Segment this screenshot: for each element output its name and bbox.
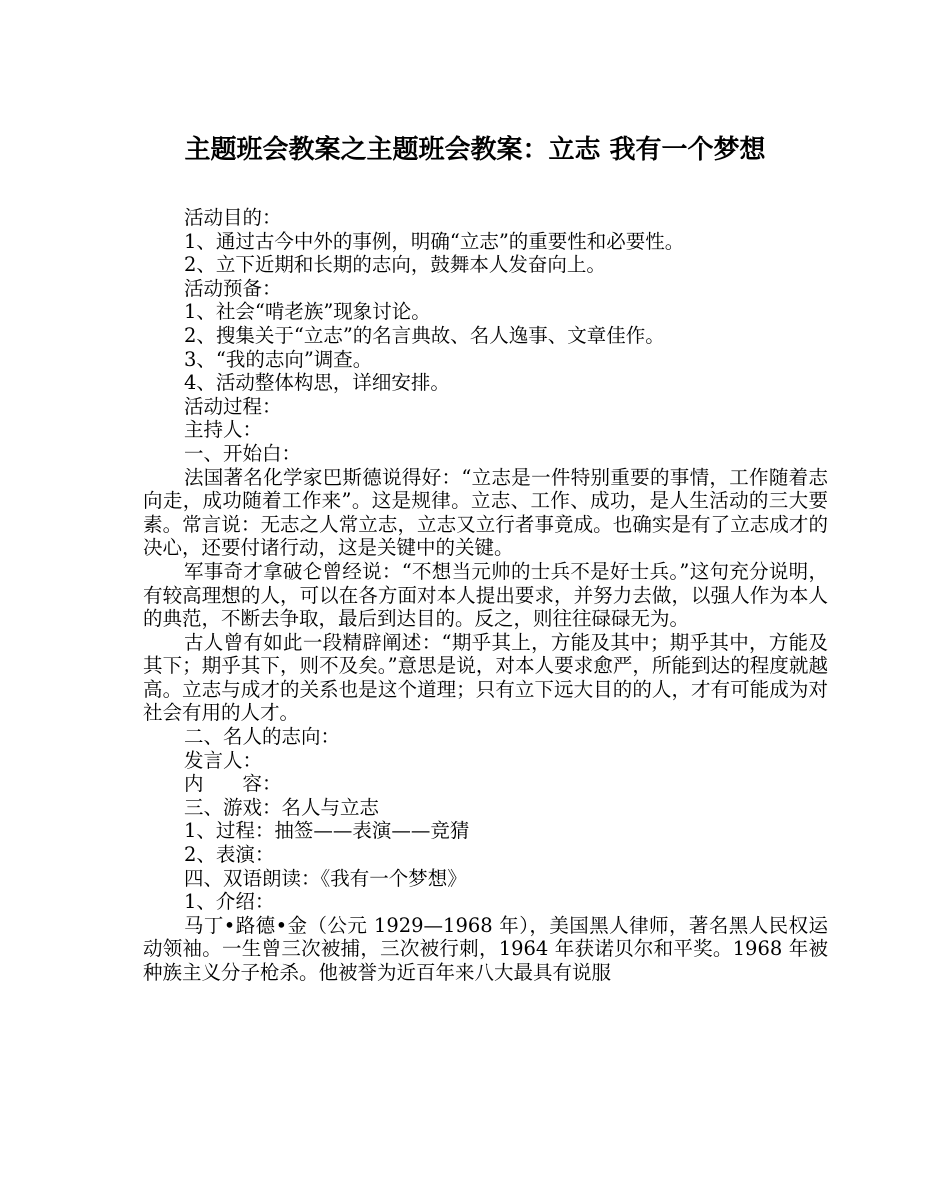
section-heading-purpose: 活动目的：	[183, 206, 282, 229]
content-label: 内 容：	[183, 772, 282, 796]
preparation-item-2: 2、搜集关于“立志”的名言典故、名人逸事、文章佳作。	[183, 323, 665, 347]
host-label: 主持人：	[183, 418, 262, 442]
game-performance: 2、表演：	[183, 843, 275, 867]
preparation-item-3: 3、“我的志向”调查。	[183, 347, 373, 371]
opening-paragraph-ancients: 古人曾有如此一段精辟阐述：“期乎其上，方能及其中；期乎其中，方能及其下；期乎其下，则不及矣。”意思是说，对本人要求愈严，所能到达的程度就越高。立志与成才的关系也是这个道理；只有立下远大目的的人，才有可能成为对社会有用的人才。	[143, 630, 828, 725]
opening-paragraph-pasteur: 法国著名化学家巴斯德说得好：“立志是一件特别重要的事情，工作随着志向走，成功随着工作来”。这是规律。立志、工作、成功，是人生活动的三大要素。常言说：无志之人常立志，立志又立行者事竟成。也确实是有了立志成才的决心，还要付诸行动，这是关键中的关键。	[143, 465, 828, 560]
document-body	[143, 206, 828, 985]
game-heading: 三、游戏：名人与立志	[183, 795, 379, 819]
preparation-item-1: 1、社会“啃老族”现象讨论。	[183, 300, 431, 324]
document-title: 主题班会教案之主题班会教案：立志 我有一个梦想	[184, 135, 766, 165]
purpose-item-1: 1、通过古今中外的事例，明确“立志”的重要性和必要性。	[183, 229, 685, 253]
reading-heading: 四、双语朗读：《我有一个梦想》	[183, 866, 467, 890]
section-heading-process: 活动过程：	[183, 394, 282, 418]
speaker-label: 发言人：	[183, 748, 262, 772]
purpose-item-2: 2、立下近期和长期的志向，鼓舞本人发奋向上。	[183, 253, 606, 277]
game-process: 1、过程：抽签——表演——竞猜	[183, 819, 470, 843]
section-heading-preparation: 活动预备：	[183, 276, 282, 300]
mlk-biography-paragraph: 马丁•路德•金（公元 1929—1968 年），美国黑人律师，著名黑人民权运动领袖。一生曾三次被捕，三次被行刺，1964 年获诺贝尔和平奖。1968 年被种族主义分子枪杀。他被誉为近百年来八大最具有说服	[143, 913, 828, 984]
opening-heading: 一、开始白：	[183, 441, 301, 465]
preparation-item-4: 4、活动整体构思，详细安排。	[183, 371, 450, 395]
opening-paragraph-napoleon: 军事奇才拿破仑曾经说：“不想当元帅的士兵不是好士兵。”这句充分说明，有较高理想的人，可以在各方面对本人提出要求，并努力去做，以强人作为本人的典范，不断去争取，最后到达目的。反之，则往往碌碌无为。	[143, 559, 828, 631]
reading-intro-label: 1、介绍：	[183, 890, 275, 914]
famous-aspirations-heading: 二、名人的志向：	[183, 725, 340, 749]
